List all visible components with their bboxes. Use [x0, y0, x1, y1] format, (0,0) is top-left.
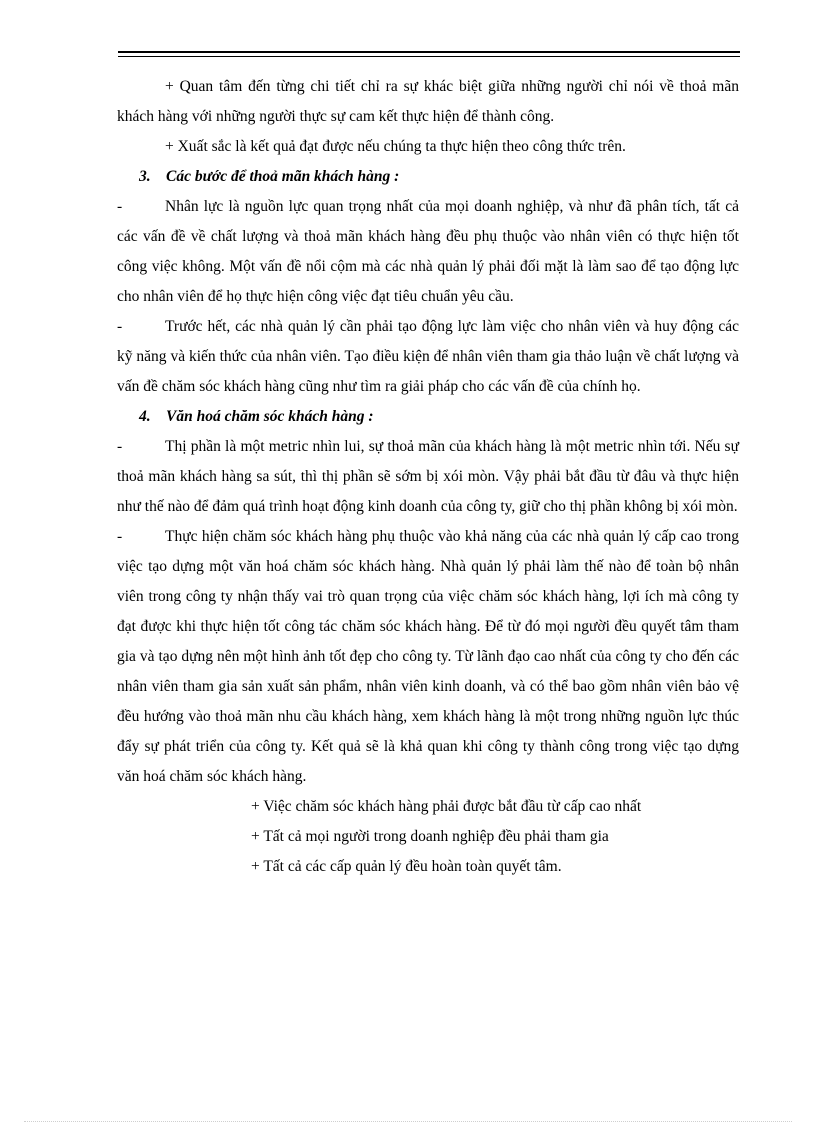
paragraph-text: Trước hết, các nhà quản lý cần phải tạo động lực làm việc cho nhân viên và huy động các kỹ năng và kiến thức của nhân viên. Tạo điều kiện để nhân viên tham gia thảo luận về chất lượng và vấn đề chăm sóc khách hàng cũng như tìm ra giải pháp cho các vấn đề của chính họ.: [117, 318, 739, 395]
section-title: Văn hoá chăm sóc khách hàng :: [166, 408, 374, 425]
paragraph-4-1: [117, 432, 739, 522]
header-rule: [118, 51, 740, 57]
paragraph-text: Nhân lực là nguồn lực quan trọng nhất của mọi doanh nghiệp, và như đã phân tích, tất cả các vấn đề về chất lượng và thoả mãn khách hàng đều phụ thuộc vào nhân viên có thực hiện tốt công việc không. Một vấn đề nổi cộm mà các nhà quản lý phải đối mặt là làm sao để tạo động lực cho nhân viên để họ thực hiện công việc đạt tiêu chuẩn yêu cầu.: [117, 198, 739, 305]
section-number: 4.: [139, 408, 151, 425]
culture-bullet-list: [117, 792, 739, 882]
culture-bullet-1: + Việc chăm sóc khách hàng phải được bắt đầu từ cấp cao nhất: [251, 798, 642, 815]
intro-bullet-2: + Xuất sắc là kết quả đạt được nếu chúng ta thực hiện theo công thức trên.: [165, 138, 626, 155]
dash-marker: -: [117, 198, 123, 215]
section-number: 3.: [139, 168, 151, 185]
section-title: Các bước để thoả mãn khách hàng :: [166, 168, 400, 185]
paragraph-4-2: [117, 522, 739, 792]
paragraph-text: Thực hiện chăm sóc khách hàng phụ thuộc vào khả năng của các nhà quản lý cấp cao trong việc tạo dựng một văn hoá chăm sóc khách hàng. Nhà quản lý phải làm thế nào để toàn bộ nhân viên trong công ty nhận thấy vai trò quan trọng của việc chăm sóc khách hàng, lợi ích mà công ty đạt được khi thực hiện tốt công tác chăm sóc khách hàng. Để từ đó mọi người đều quyết tâm tham gia và tạo dựng nên một hình ảnh tốt đẹp cho công ty. Từ lãnh đạo cao nhất của công ty cho đến các nhân viên tham gia sản xuất sản phẩm, nhân viên kinh doanh, và có thể bao gồm nhân viên bảo vệ đều hướng vào thoả mãn nhu cầu khách hàng, xem khách hàng là một trong những nguồn lực thúc đẩy sự phát triển của công ty. Kết quả sẽ là khả quan khi công ty thành công trong việc tạo dựng văn hoá chăm sóc khách hàng.: [117, 528, 739, 785]
dash-marker: -: [117, 438, 123, 455]
paragraph-3-1: [117, 192, 739, 312]
page-content: [117, 72, 739, 882]
culture-bullet-2: + Tất cả mọi người trong doanh nghiệp đều phải tham gia: [251, 828, 609, 845]
paragraph-text: Thị phần là một metric nhìn lui, sự thoả mãn của khách hàng là một metric nhìn tới. Nếu sự thoả mãn khách hàng sa sút, thì thị phần sẽ sớm bị xói mòn. Vậy phải bắt đầu từ đâu và thực hiện như thế nào để đảm quá trình hoạt động kinh doanh của công ty, giữ cho thị phần không bị xói mòn.: [117, 438, 739, 515]
section-heading-4: [117, 402, 739, 432]
section-heading-3: [117, 162, 739, 192]
footer-rule: [24, 1121, 792, 1122]
intro-bullet-1: + Quan tâm đến từng chi tiết chỉ ra sự khác biệt giữa những người chỉ nói về thoả mãn khách hàng với những người thực sự cam kết thực hiện để thành công.: [117, 78, 739, 125]
paragraph-3-2: [117, 312, 739, 402]
dash-marker: -: [117, 318, 123, 335]
dash-marker: -: [117, 528, 123, 545]
culture-bullet-3: + Tất cả các cấp quản lý đều hoàn toàn quyết tâm.: [251, 858, 562, 875]
